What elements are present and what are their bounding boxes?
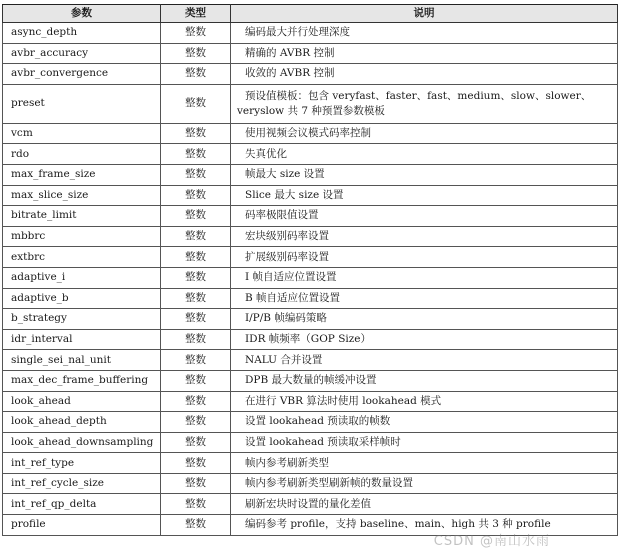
header-type: 类型	[161, 5, 231, 23]
table-row	[3, 329, 618, 350]
param-type: 整数	[161, 515, 231, 536]
table-row	[3, 144, 618, 165]
param-name: async_depth	[3, 23, 161, 44]
param-name: mbbrc	[3, 226, 161, 247]
param-name: idr_interval	[3, 329, 161, 350]
param-type: 整数	[161, 84, 231, 123]
table-row	[3, 43, 618, 64]
param-desc: 精确的 AVBR 控制	[231, 43, 618, 64]
param-type: 整数	[161, 247, 231, 268]
param-desc: DPB 最大数量的帧缓冲设置	[231, 370, 618, 391]
param-desc: 帧内参考刷新类型刷新帧的数量设置	[231, 473, 618, 494]
table-row	[3, 23, 618, 44]
table-row	[3, 309, 618, 330]
param-desc: 帧内参考刷新类型	[231, 453, 618, 474]
param-desc: 设置 lookahead 预读取的帧数	[231, 412, 618, 433]
table-row	[3, 185, 618, 206]
param-name: int_ref_qp_delta	[3, 494, 161, 515]
param-name: avbr_convergence	[3, 64, 161, 85]
param-name: max_dec_frame_buffering	[3, 370, 161, 391]
table-row	[3, 226, 618, 247]
table-row	[3, 412, 618, 433]
param-desc: 刷新宏块时设置的量化差值	[231, 494, 618, 515]
table-row	[3, 515, 618, 536]
param-type: 整数	[161, 370, 231, 391]
param-desc: NALU 合并设置	[231, 350, 618, 371]
param-name: profile	[3, 515, 161, 536]
param-name: max_frame_size	[3, 164, 161, 185]
param-type: 整数	[161, 350, 231, 371]
param-type: 整数	[161, 144, 231, 165]
param-type: 整数	[161, 123, 231, 144]
param-type: 整数	[161, 267, 231, 288]
table-row	[3, 247, 618, 268]
header-desc: 说明	[231, 5, 618, 23]
table-row	[3, 494, 618, 515]
watermark-text: CSDN @南山水雨	[433, 534, 550, 549]
param-desc: 帧最大 size 设置	[231, 164, 618, 185]
param-name: max_slice_size	[3, 185, 161, 206]
param-type: 整数	[161, 473, 231, 494]
header-param: 参数	[3, 5, 161, 23]
param-name: look_ahead_depth	[3, 412, 161, 433]
param-desc: 扩展级别码率设置	[231, 247, 618, 268]
param-type: 整数	[161, 64, 231, 85]
param-type: 整数	[161, 206, 231, 227]
param-name: extbrc	[3, 247, 161, 268]
table-row	[3, 391, 618, 412]
table-row	[3, 453, 618, 474]
param-desc: 编码最大并行处理深度	[231, 23, 618, 44]
param-type: 整数	[161, 453, 231, 474]
param-name: int_ref_cycle_size	[3, 473, 161, 494]
param-type: 整数	[161, 226, 231, 247]
parameter-table	[2, 4, 618, 536]
param-desc: 收敛的 AVBR 控制	[231, 64, 618, 85]
param-desc: 使用视频会议模式码率控制	[231, 123, 618, 144]
param-desc: 设置 lookahead 预读取采样帧时	[231, 432, 618, 453]
table-row	[3, 432, 618, 453]
param-type: 整数	[161, 391, 231, 412]
param-name: look_ahead_downsampling	[3, 432, 161, 453]
param-name: b_strategy	[3, 309, 161, 330]
param-desc: 宏块级别码率设置	[231, 226, 618, 247]
param-type: 整数	[161, 185, 231, 206]
param-desc: 在进行 VBR 算法时使用 lookahead 模式	[231, 391, 618, 412]
param-desc: B 帧自适应位置设置	[231, 288, 618, 309]
param-name: vcm	[3, 123, 161, 144]
param-name: single_sei_nal_unit	[3, 350, 161, 371]
table-row	[3, 288, 618, 309]
param-name: look_ahead	[3, 391, 161, 412]
table-row	[3, 64, 618, 85]
param-type: 整数	[161, 432, 231, 453]
table-row	[3, 164, 618, 185]
param-name: adaptive_i	[3, 267, 161, 288]
param-desc: Slice 最大 size 设置	[231, 185, 618, 206]
table-row	[3, 84, 618, 123]
param-desc: 失真优化	[231, 144, 618, 165]
table-row	[3, 123, 618, 144]
param-type: 整数	[161, 329, 231, 350]
table-row	[3, 473, 618, 494]
param-name: adaptive_b	[3, 288, 161, 309]
param-name: bitrate_limit	[3, 206, 161, 227]
param-type: 整数	[161, 288, 231, 309]
table-row	[3, 206, 618, 227]
param-desc: I/P/B 帧编码策略	[231, 309, 618, 330]
param-name: rdo	[3, 144, 161, 165]
param-type: 整数	[161, 23, 231, 44]
table-header-row	[3, 5, 618, 23]
param-name: preset	[3, 84, 161, 123]
param-desc: 编码参考 profile，支持 baseline、main、high 共 3 种 profile	[231, 515, 618, 536]
table-row	[3, 267, 618, 288]
table-row	[3, 370, 618, 391]
param-type: 整数	[161, 43, 231, 64]
param-name: avbr_accuracy	[3, 43, 161, 64]
param-type: 整数	[161, 494, 231, 515]
param-name: int_ref_type	[3, 453, 161, 474]
param-type: 整数	[161, 164, 231, 185]
param-desc: 码率极限值设置	[231, 206, 618, 227]
param-type: 整数	[161, 412, 231, 433]
param-type: 整数	[161, 309, 231, 330]
param-desc: IDR 帧频率（GOP Size）	[231, 329, 618, 350]
param-desc: I 帧自适应位置设置	[231, 267, 618, 288]
table-row	[3, 350, 618, 371]
param-desc: 预设值模板：包含 veryfast、faster、fast、medium、slow、slower、veryslow 共 7 种预置参数模板	[231, 84, 618, 123]
